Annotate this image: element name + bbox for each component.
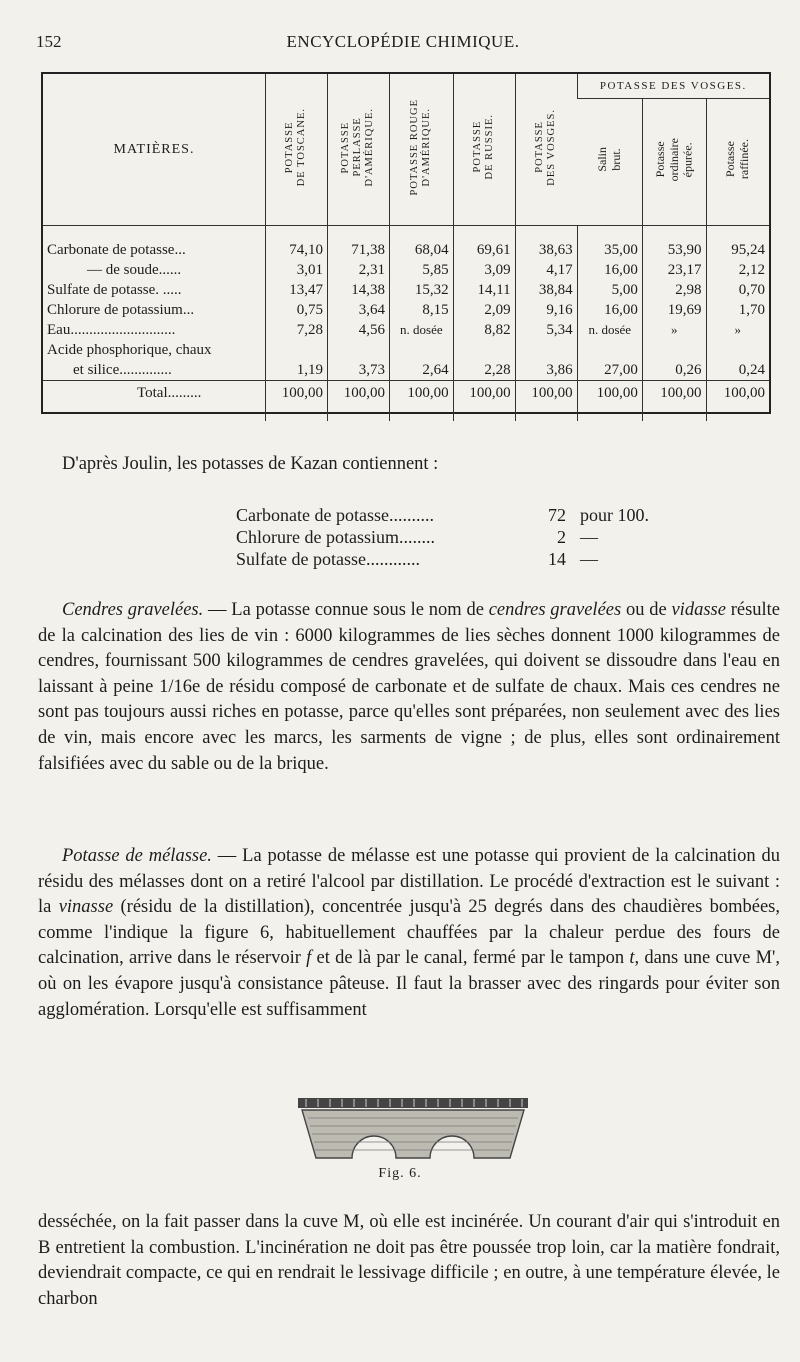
list-item: Sulfate de potasse............ 14 —: [236, 549, 598, 569]
table-row: Eau............................ 7,28 4,56 n. dosée 8,82 5,34 n. dosée » »: [43, 320, 769, 340]
col-header-russie: POTASSE DE RUSSIE.: [453, 74, 515, 226]
page-header: [36, 30, 770, 56]
paragraph-potasse-melasse: Potasse de mélasse. — La potasse de mélasse est une potasse qui provient de la calcination du résidu des mélasses dont on a retiré l'alcool par distillation. Le procédé d'extraction est le suivant : la vinasse (résidu de la distillation), concentrée jusqu'à 25 degrés dans des chaudières bombées, comme l'indique la figure 6, habituellement chauffées par la chaleur perdue des fours de calcination, arrive dans le réservoir f et de là par le canal, fermé par le tampon t, dans une cuve M', où on les évapore jusqu'à consistance pâteuse. Il faut la brasser avec des ringards pour éviter son agglomération. Lorsqu'elle est suffisamment: [38, 846, 781, 1020]
figure-6-chaudiere: [298, 1098, 528, 1160]
section-title: Cendres gravelées.: [62, 600, 204, 620]
table-row: Sulfate de potasse. ..... 13,47 14,38 15,32 14,11 38,84 5,00 2,98 0,70: [43, 280, 769, 300]
col-header-perlasse: POTASSE PERLASSE D'AMÉRIQUE.: [328, 74, 390, 226]
composition-table: [41, 72, 771, 414]
matieres-header: MATIÈRES.: [43, 74, 266, 226]
kazan-intro: D'après Joulin, les potasses de Kazan contiennent :: [62, 454, 439, 474]
table-row: Acide phosphorique, chaux: [43, 340, 769, 360]
list-item: Chlorure de potassium........ 2 —: [236, 527, 598, 547]
figure-caption: Fig. 6.: [378, 1166, 422, 1181]
table-row: Chlorure de potassium... 0,75 3,64 8,15 2,09 9,16 16,00 19,69 1,70: [43, 300, 769, 320]
col-header-salin: Salin brut.: [577, 99, 642, 226]
table-row: — de soude...... 3,01 2,31 5,85 3,09 4,17 16,00 23,17 2,12: [43, 260, 769, 280]
list-item: Carbonate de potasse.......... 72 pour 100.: [236, 505, 649, 525]
paragraph-continuation: desséchée, on la fait passer dans la cuve M, où elle est incinérée. Un courant d'air qui s'introduit en B entretient la combustion. L'incinération ne doit pas être poussée trop loin, car la matière fondrait, deviendrait compacte, ce qui en rendrait le lessivage difficile ; en outre, à une température élevée, le charbon: [38, 1212, 780, 1309]
col-header-toscane: POTASSE DE TOSCANE.: [266, 74, 328, 226]
table-total-row: Total......... 100,00 100,00 100,00 100,00 100,00 100,00 100,00 100,00: [43, 381, 769, 422]
running-title: ENCYCLOPÉDIE CHIMIQUE.: [286, 32, 520, 51]
table-row: Carbonate de potasse... 74,10 71,38 68,04 69,61 38,63 35,00 53,90 95,24: [43, 226, 769, 261]
col-header-vosges: POTASSE DES VOSGES.: [515, 74, 577, 226]
kazan-composition: [236, 504, 670, 570]
col-header-ordinaire: Potasse ordinaire épurée.: [642, 99, 706, 226]
col-header-rouge: POTASSE ROUGE D'AMÉRIQUE.: [390, 74, 454, 226]
paragraph-cendres-gravelees: Cendres gravelées. — La potasse connue sous le nom de cendres gravelées ou de vidasse résulte de la calcination des lies de vin : 6000 kilogrammes de lies sèches donnent 1000 kilogrammes de cendres, fournissant 500 kilogrammes de cendres gravelées, qui doivent se dissoudre dans l'eau en laissant à peine 1/16e de résidu composé de carbonate et de sulfate de chaux. Mais ces cendres ne sont pas toujours aussi riches en potasse, parce qu'elles sont préparées, non seulement avec des lies de vin, mais encore avec les marcs, les sarments de vigne ; de plus, elles sont ordinairement falsifiées avec du sable ou de la brique.: [38, 600, 781, 774]
section-title: Potasse de mélasse.: [62, 846, 212, 866]
page-number: 152: [36, 32, 62, 51]
group-header-vosges: POTASSE DES VOSGES.: [577, 74, 769, 99]
col-header-raffinee: Potasse raffinée.: [706, 99, 769, 226]
table-row: et silice.............. 1,19 3,73 2,64 2,28 3,86 27,00 0,26 0,24: [43, 360, 769, 381]
